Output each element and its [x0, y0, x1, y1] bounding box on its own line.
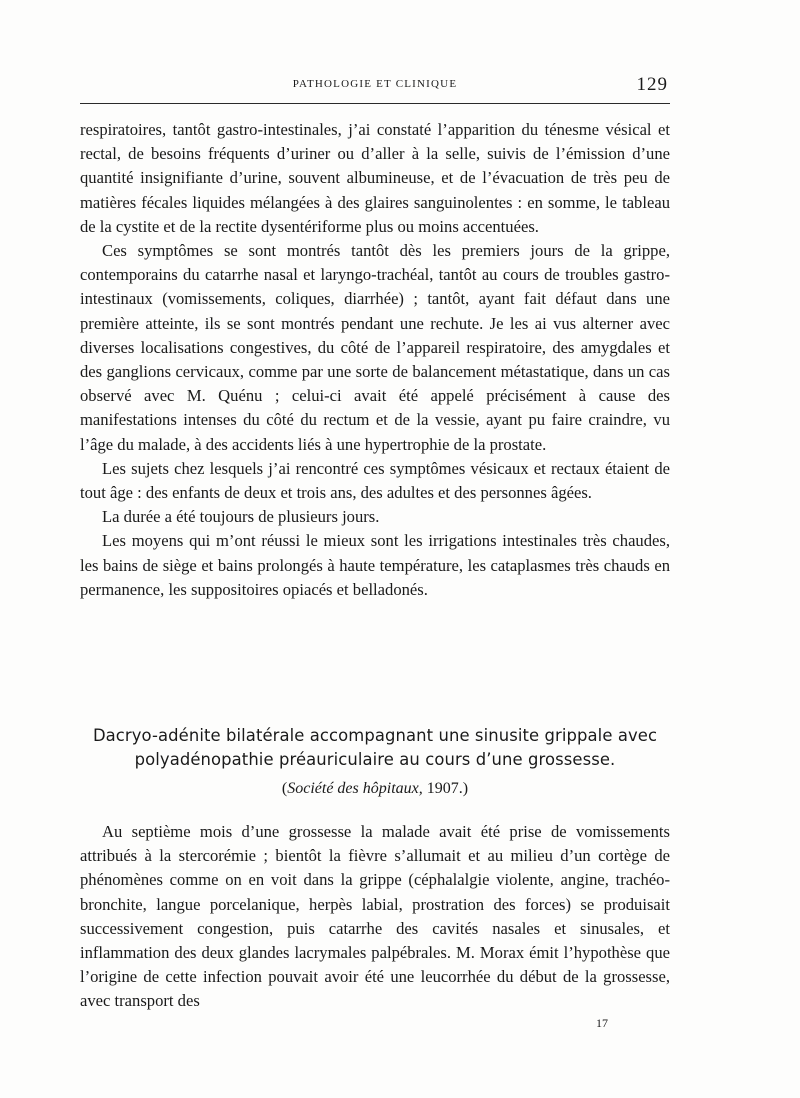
- paragraph: Les moyens qui m’ont réussi le mieux sont les irrigations intestinales très chaudes, les bains de siège et bains prolongés à haute température, les cataplasmes très chauds en permanence, les suppositoires opiacés et belladonés.: [80, 531, 670, 599]
- article-body: [80, 820, 670, 1014]
- article-title: [80, 724, 670, 772]
- section-continuation: [80, 118, 670, 602]
- signature-mark: 17: [596, 1016, 608, 1030]
- article-title-line-1: Dacryo-adénite bilatérale accompagnant une sinusite grippale avec: [92, 726, 658, 745]
- paragraph: Ces symptômes se sont montrés tantôt dès les premiers jours de la grippe, contemporains du catarrhe nasal et laryngo-trachéal, tantôt au cours de troubles gastro-intestinaux (vomissements, coliques, diarrhée) ; tantôt, ayant fait défaut dans une première atteinte, ils se sont montrés pendant une rechute. Je les ai vus alterner avec diverses localisations congestives, du côté de l’appareil respiratoire, des amygdales et des ganglions cervicaux, comme par une sorte de balancement métastatique, dans un cas observé avec M. Quénu ; celui-ci avait été appelé précisément à cause des manifestations intenses du côté du rectum et de la vessie, ayant pu faire craindre, vu l’âge du malade, à des accidents liés à une hypertrophie de la prostate.: [80, 241, 670, 454]
- article-title-line-2: polyadénopathie préauriculaire au cours d’une grossesse.: [134, 750, 616, 769]
- paragraph: La durée a été toujours de plusieurs jours.: [102, 507, 380, 527]
- header-rule: [80, 103, 670, 104]
- page-number: 129: [636, 74, 668, 95]
- article-heading: [80, 724, 670, 800]
- source-venue: Société des hôpitaux,: [287, 780, 423, 797]
- paragraph: respiratoires, tantôt gastro-intestinales, j’ai constaté l’apparition du ténesme vésical et rectal, de besoins fréquents d’uriner ou d’aller à la selle, suivis de l’émission d’une quantité insignifiante d’urine, souvent albumineuse, et de l’évacuation de très peu de matières fécales liquides mélangées à des glaires sanguinolentes : en somme, le tableau de la cystite et de la rectite dysentériforme plus ou moins accentuées.: [80, 120, 670, 236]
- paragraph: Au septième mois d’une grossesse la malade avait été prise de vomissements attribués à la stercorémie ; bientôt la fièvre s’allumait et au milieu d’un cortège de phénomènes comme on en voit dans la grippe (céphalalgie violente, angine, trachéo-bronchite, langue porcelanique, herpès labial, prostration des forces) se produisait successivement congestion, puis catarrhe des cavités nasales et sinusales, et inflammation des deux glandes lacrymales palpébrales. M. Morax émit l’hypothèse que l’origine de cette infection pouvait avoir été une leucorrhée du début de la grossesse, avec transport des: [80, 822, 670, 1011]
- paragraph: Les sujets chez lesquels j’ai rencontré ces symptômes vésicaux et rectaux étaient de tout âge : des enfants de deux et trois ans, des adultes et des personnes âgées.: [80, 458, 670, 503]
- running-title: PATHOLOGIE ET CLINIQUE: [292, 78, 458, 90]
- source-year: 1907.: [426, 780, 463, 797]
- article-source: (Société des hôpitaux, 1907.): [281, 780, 469, 797]
- running-head: [80, 70, 670, 104]
